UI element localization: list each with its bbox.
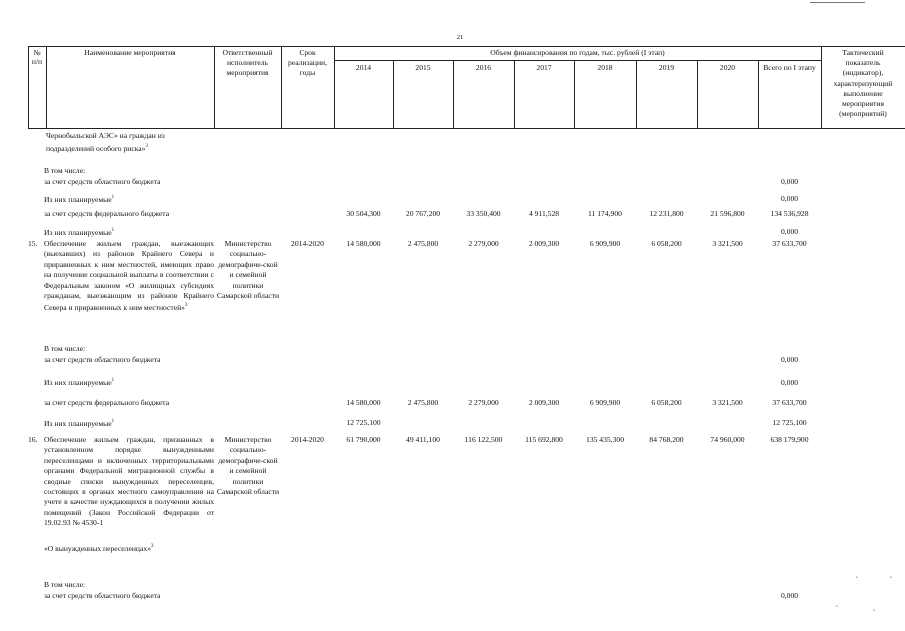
item14-federal-label: за счет средств федерального бюджета [44, 209, 170, 218]
item15-value-2018: 6 909,900 [589, 239, 621, 248]
item15-value-2016: 2 279,000 [468, 239, 499, 248]
item16-value-2020: 74 960,000 [710, 435, 745, 444]
item16-term: 2014-2020 [291, 435, 324, 444]
item14-federal-2018: 11 174,900 [588, 209, 622, 218]
scan-speck: • [836, 605, 838, 610]
scan-speck: • [890, 576, 892, 581]
item14-planned-regional-total: 0,000 [780, 194, 799, 203]
item14-federal-2020: 21 596,800 [710, 209, 745, 218]
item15-planned-federal-2014: 12 725,100 [346, 418, 381, 427]
item14-name-tail-2: подразделений особого риска»$^3$ [46, 144, 148, 153]
item15-planned-federal-total: 12 725,100 [772, 418, 807, 427]
item15-federal-2015: 2 475,800 [407, 398, 439, 407]
item15-regional-total: 0,000 [780, 355, 799, 364]
item15-federal-2014: 14 580,000 [346, 398, 381, 407]
item15-planned-regional-total: 0,000 [780, 378, 799, 387]
item15-federal-total: 37 633,700 [772, 398, 807, 407]
item16-regional-label: за счет средств областного бюджета [44, 591, 161, 600]
header-col-financing: Объем финансирования по годам, тыс. рублей (I этап) [490, 48, 665, 57]
item14-regional-total: 0,000 [780, 177, 799, 186]
item15-federal-2017: 2 009,300 [528, 398, 560, 407]
header-col-name: Наименование мероприятия [84, 48, 176, 57]
item15-term: 2014-2020 [291, 239, 324, 248]
item16-value-2017: 115 692,800 [525, 435, 563, 444]
item14-federal-total: 134 536,928 [770, 209, 809, 218]
header-year-2015: 2015 [415, 63, 431, 72]
item16-value-2015: 49 411,100 [406, 435, 440, 444]
item15-value-2015: 2 475,800 [407, 239, 439, 248]
item15-responsible: Министерство социально-демографиче-ской и семейной политики Самарской области [216, 239, 280, 301]
header-col-responsible: Ответственный исполнитель мероприятия [222, 48, 273, 77]
item16-responsible: Министерство социально-демографиче-ской и семейной политики Самарской области [216, 435, 280, 497]
item16-value-2016: 116 122,500 [464, 435, 503, 444]
item15-federal-2019: 6 058,200 [651, 398, 682, 407]
header-col-term: Срок реализации, годы [287, 48, 327, 77]
item15-federal-label: за счет средств федерального бюджета [44, 398, 170, 407]
item14-federal-2019: 12 231,800 [649, 209, 684, 218]
item16-name: Обеспечение жильем граждан, признанных в установленном порядке вынужденными переселенцами и включенных территориальными органами Федеральной миграционной службы в сводные списки вынужденных переселенцев, состоящих в органах местного самоуправления на учете в качестве нуждающихся в получении жилых помещений (Закон Российской Федерации от 19.02.93 № 4530-1 [44, 435, 214, 528]
item15-regional-label: за счет средств областного бюджета [44, 355, 161, 364]
item16-number: 16. [28, 435, 38, 444]
item16-value-2018: 135 435,300 [586, 435, 624, 444]
item16-value-2014: 61 790,000 [346, 435, 381, 444]
item15-value-2017: 2 009,300 [528, 239, 560, 248]
item15-value-2020: 3 321,500 [712, 239, 743, 248]
header-year-2018: 2018 [597, 63, 613, 72]
item14-federal-2016: 33 350,400 [466, 209, 501, 218]
scan-mark-top [810, 2, 865, 3]
item16-value-total: 638 179,900 [770, 435, 809, 444]
header-year-2016: 2016 [475, 63, 492, 72]
item16-value-2019: 84 768,200 [649, 435, 684, 444]
item15-value-total: 37 633,700 [772, 239, 807, 248]
scan-speck: • [856, 576, 858, 581]
item14-name-tail-1: Чернобыльской АЭС» на граждан из [46, 131, 165, 140]
header-total-stage1: Всего по I этапу [763, 63, 816, 72]
item15-value-2019: 6 058,200 [651, 239, 682, 248]
header-year-2020: 2020 [719, 63, 736, 72]
item14-federal-2014: 30 504,300 [346, 209, 381, 218]
item15-planned-label: Из них планируемые$^1$ [44, 378, 115, 387]
item15-including-label: В том числе: [44, 344, 86, 353]
item14-federal-2017: 4 911,528 [528, 209, 560, 218]
header-col-indicator: Тактический показатель (индикатор), характеризующий выполнение мероприятия (мероприятий) [833, 48, 893, 119]
header-year-2017: 2017 [536, 63, 552, 72]
header-year-2014: 2014 [355, 63, 372, 72]
item14-including-label: В том числе: [44, 166, 86, 175]
item14-planned-label: Из них планируемые$^1$ [44, 195, 115, 204]
scan-speck: • [873, 609, 875, 614]
header-col-number: № п/п [31, 48, 43, 66]
item16-regional-total: 0,000 [780, 591, 799, 600]
item15-value-2014: 14 580,000 [346, 239, 381, 248]
item15-name: Обеспечение жильем граждан, выезжающих (выехавших) из районов Крайнего Севера и приравненных к ним местностей, имеющих право на получение социальной выплаты в соответствии с Федеральным законом «О жилищных субсидиях гражданам, выезжающим из районов Крайнего Севера и приравненных к ним местностей»$^3$ [44, 239, 214, 313]
item14-regional-label: за счет средств областного бюджета [44, 177, 161, 186]
item15-number: 15. [28, 239, 38, 248]
item14-planned-federal-label: Из них планируемые$^1$ [44, 228, 115, 237]
item15-planned-federal-label: Из них планируемые$^1$ [44, 419, 115, 428]
page-number: 21 [456, 34, 464, 41]
item15-federal-2018: 6 909,900 [589, 398, 621, 407]
item16-name-last-line: «О вынужденных переселенцах»$^3$ [44, 544, 154, 553]
item14-planned-federal-total: 0,000 [780, 227, 799, 236]
item16-including-label: В том числе: [44, 580, 86, 589]
item14-federal-2015: 20 767,200 [405, 209, 441, 218]
header-year-2019: 2019 [658, 63, 675, 72]
item15-federal-2016: 2 279,000 [468, 398, 499, 407]
item15-federal-2020: 3 321,500 [712, 398, 743, 407]
